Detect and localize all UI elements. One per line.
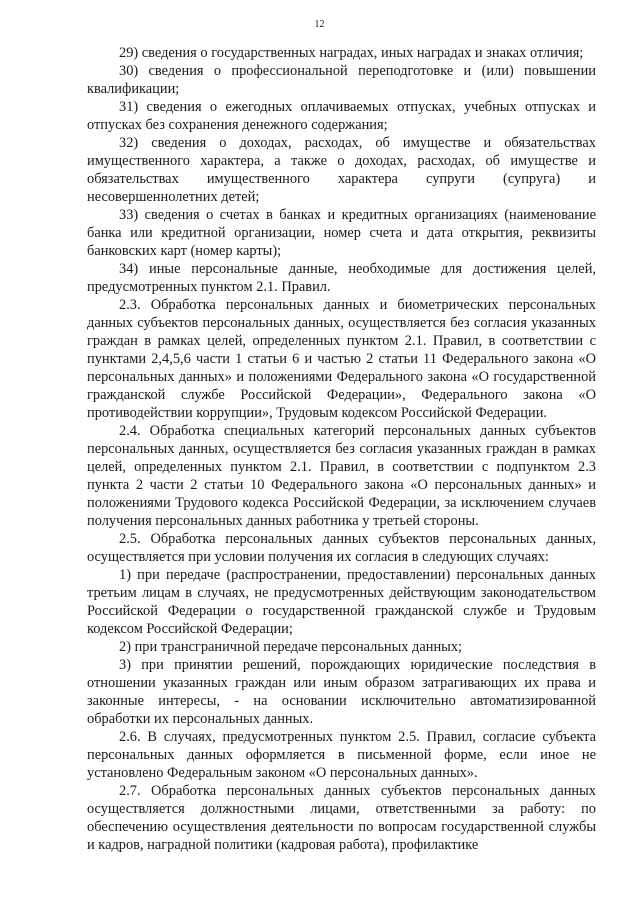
paragraph-section-2-7: 2.7. Обработка персональных данных субъектов персональных данных осуществляется должностными лицами, ответственными за работу: по обеспечению осуществления деятельности по вопросам государственной службы и кадров, наградной политики (кадровая работа), профилактике xyxy=(87,783,596,853)
paragraph-case-3: 3) при принятии решений, порождающих юридические последствия в отношении указанных граждан или иным образом затрагивающих их права и законные интересы, - на основании исключительно автоматизированной обработки их персональных данных. xyxy=(87,657,596,727)
paragraph-section-2-3: 2.3. Обработка персональных данных и биометрических персональных данных субъектов персональных данных, осуществляется без согласия указанных граждан в рамках целей, определенных пунктом 2.1. Правил, в соответствии с пунктами 2,4,5,6 части 1 статьи 6 и частью 2 статьи 11 Федерального закона «О персональных данных» и положениями Федерального закона «О государственной гражданской службе Российской Федерации», Федерального закона «О противодействии коррупции», Трудовым кодексом Российской Федерации. xyxy=(87,297,596,421)
page-number: 12 xyxy=(314,19,325,30)
paragraph-case-2: 2) при трансграничной передаче персональных данных; xyxy=(119,639,463,655)
document-body xyxy=(87,44,596,854)
paragraph-section-2-6: 2.6. В случаях, предусмотренных пунктом 2.5. Правил, согласие субъекта персональных данных оформляется в письменной форме, если иное не установлено Федеральным законом «О персональных данных». xyxy=(87,729,596,781)
paragraph-item-33: 33) сведения о счетах в банках и кредитных организациях (наименование банка или кредитной организации, номер счета и дата открытия, реквизиты банковских карт (номер карты); xyxy=(87,207,596,259)
paragraph-item-29: 29) сведения о государственных наградах, иных наградах и знаках отличия; xyxy=(119,45,584,61)
paragraph-item-31: 31) сведения о ежегодных оплачиваемых отпусках, учебных отпусках и отпусках без сохранения денежного содержания; xyxy=(87,99,596,133)
paragraph-item-32: 32) сведения о доходах, расходах, об имуществе и обязательствах имущественного характера, а также о доходах, расходах, об имуществе и обязательствах имущественного характера супруги (супруга) и несовершеннолетних детей; xyxy=(87,135,596,205)
paragraph-section-2-4: 2.4. Обработка специальных категорий персональных данных субъектов персональных данных, осуществляется без согласия указанных граждан в рамках целей, определенных пунктом 2.1. Правил, в соответствии с подпунктом 2.3 пункта 2 части 2 статьи 10 Федерального закона «О персональных данных» и положениями Трудового кодекса Российской Федерации, за исключением случаев получения персональных данных работника у третьей стороны. xyxy=(87,423,596,529)
paragraph-case-1: 1) при передаче (распространении, предоставлении) персональных данных третьим лицам в случаях, не предусмотренных действующим законодательством Российской Федерации о государственной гражданской службе и Трудовым кодексом Российской Федерации; xyxy=(87,567,596,637)
paragraph-item-30: 30) сведения о профессиональной переподготовке и (или) повышении квалификации; xyxy=(87,63,596,97)
paragraph-item-34: 34) иные персональные данные, необходимые для достижения целей, предусмотренных пунктом 2.1. Правил. xyxy=(87,261,596,295)
paragraph-section-2-5: 2.5. Обработка персональных данных субъектов персональных данных, осуществляется при условии получения их согласия в следующих случаях: xyxy=(87,531,596,565)
